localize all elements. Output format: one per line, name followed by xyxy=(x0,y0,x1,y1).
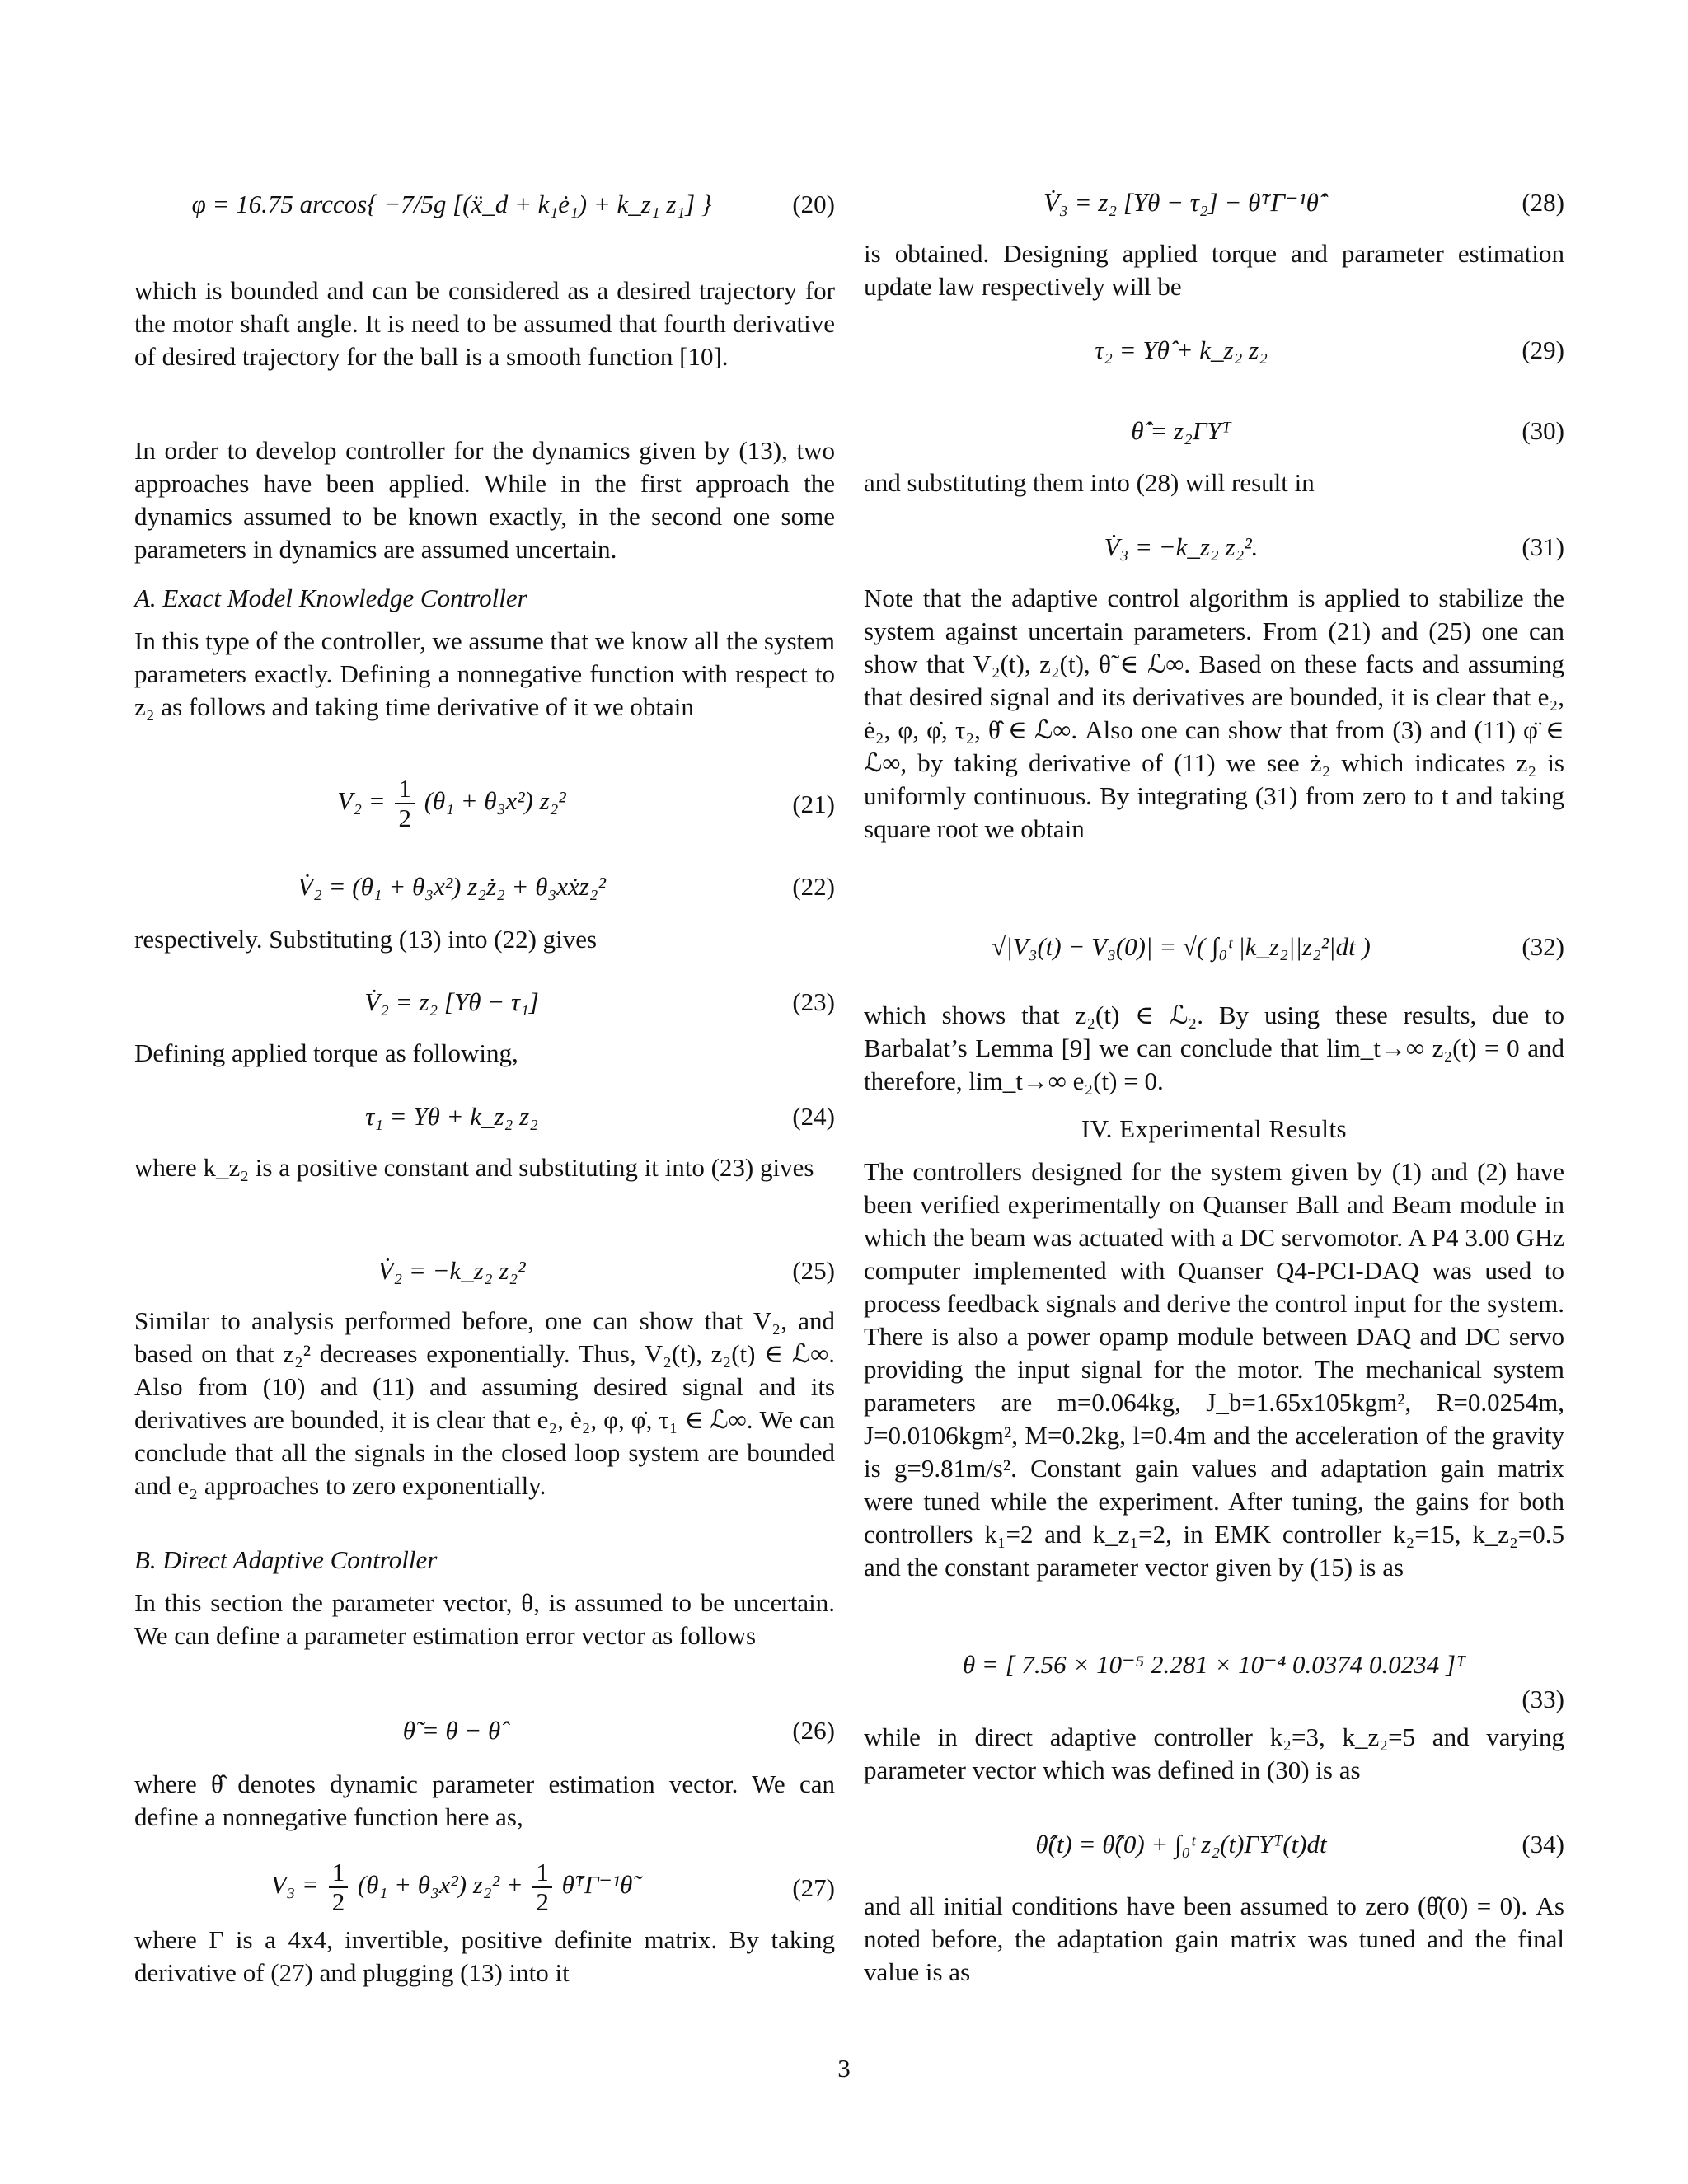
equation-21 xyxy=(134,775,835,832)
equation-25-math: V̇₂ = −k_z₂ z₂² xyxy=(377,1256,526,1285)
paragraph-similar-analysis: Similar to analysis performed before, one can show that V₂, and based on that z₂² decreases exponentially. Thus, V₂(t), z₂(t) ∈ ℒ∞. Also from (10) and (11) and assuming desired signal and its derivatives are bounded, it is clear that e₂, ė₂, φ, φ̇, τ₁ ∈ ℒ∞. We can conclude that all the signals in the closed loop system are bounded and e₂ approaches to zero exponentially. xyxy=(134,1306,835,1500)
paragraph-two-approaches: In order to develop controller for the dynamics given by (13), two approaches have been applied. While in the first approach the dynamics assumed to be known exactly, in the second one some parameters in dynamics are assumed uncertain. xyxy=(134,436,835,564)
paragraph-positive-constant: where k_z₂ is a positive constant and substituting it into (23) gives xyxy=(134,1153,814,1182)
equation-28-number: (28) xyxy=(1522,188,1564,217)
equation-32 xyxy=(864,932,1564,982)
section-heading-experimental-results: IV. Experimental Results xyxy=(1081,1114,1348,1143)
paragraph-defining-torque: Defining applied torque as following, xyxy=(134,1038,518,1067)
equation-30-math: θ̂̇ = z₂ΓYᵀ xyxy=(1131,416,1231,445)
equation-33-math: θ = [ 7.56 × 10⁻⁵ 2.281 × 10⁻⁴ 0.0374 0.0234 ]ᵀ xyxy=(962,1650,1466,1679)
equation-32-math: √|V₃(t) − V₃(0)| = √( ∫₀ᵗ |k_z₂||z₂²|dt ) xyxy=(992,932,1371,961)
equation-29 xyxy=(864,335,1564,385)
equation-21-math: V₂ = $\frac{1}{2}$ (θ₁ + θ₃x²) z₂² xyxy=(337,774,566,832)
equation-31 xyxy=(864,532,1564,582)
equation-22-number: (22) xyxy=(792,872,835,901)
equation-32-number: (32) xyxy=(1522,932,1564,961)
equation-26-math: θ̃ = θ − θ̂ xyxy=(402,1716,501,1745)
equation-20 xyxy=(134,190,835,239)
paragraph-is-obtained: is obtained. Designing applied torque and parameter estimation update law respectively will be xyxy=(864,239,1564,301)
paragraph-emk-intro: In this type of the controller, we assume that we know all the system parameters exactly. Defining a nonnegative function with respect to z₂ as follows and taking time derivative of it we obtain xyxy=(134,626,835,721)
equation-20-number: (20) xyxy=(792,190,835,218)
equation-21-number: (21) xyxy=(792,790,835,818)
subsection-heading-a: A. Exact Model Knowledge Controller xyxy=(134,583,528,612)
paragraph-direct-adaptive-gains: while in direct adaptive controller k₂=3, k_z₂=5 and varying parameter vector which was defined in (30) is as xyxy=(864,1722,1564,1784)
equation-22 xyxy=(134,872,835,921)
equation-33 xyxy=(864,1650,1564,1716)
paragraph-bounded-trajectory: which is bounded and can be considered as a desired trajectory for the motor shaft angle. It is need to be assumed that fourth derivative of desired trajectory for the ball is a smooth function [10]. xyxy=(134,276,835,371)
equation-34-math: θ̂(t) = θ̂(0) + ∫₀ᵗ z₂(t)ΓYᵀ(t)dt xyxy=(1035,1830,1327,1858)
equation-23 xyxy=(134,987,835,1037)
paragraph-substituting-28: and substituting them into (28) will result in xyxy=(864,468,1315,497)
paragraph-adaptive-note: Note that the adaptive control algorithm is applied to stabilize the system against uncertain parameters. From (21) and (25) one can show that V₂(t), z₂(t), θ̃ ∈ ℒ∞. Based on these facts and assuming that desired signal and its derivatives are bounded, it is clear that e₂, ė₂, φ, φ̇, τ₂, θ̂ ∈ ℒ∞. Also one can show that from (3) and (11) φ̈ ∈ ℒ∞, by taking derivative of (11) we see ż₂ which indicates z₂ is uniformly continuous. By integrating (31) from zero to t and taking square root we obtain xyxy=(864,583,1564,843)
equation-30-number: (30) xyxy=(1522,416,1564,445)
equation-31-math: V̇₃ = −k_z₂ z₂². xyxy=(1104,532,1259,561)
equation-34 xyxy=(864,1830,1564,1887)
paragraph-barbalat: which shows that z₂(t) ∈ ℒ₂. By using these results, due to Barbalat’s Lemma [9] we can conclude that lim_t→∞ z₂(t) = 0 and therefore, lim_t→∞ e₂(t) = 0. xyxy=(864,1001,1564,1095)
equation-22-math: V̇₂ = (θ₁ + θ₃x²) z₂ż₂ + θ₃xẋz₂² xyxy=(298,872,606,901)
subsection-heading-b: B. Direct Adaptive Controller xyxy=(134,1545,438,1574)
equation-25 xyxy=(134,1256,835,1305)
equation-33-number: (33) xyxy=(1522,1685,1564,1713)
page-number: 3 xyxy=(837,2054,851,2083)
paragraph-initial-conditions: and all initial conditions have been assumed to zero (θ̂(0) = 0). As noted before, the adaptation gain matrix was tuned and the final value is as xyxy=(864,1891,1564,1986)
equation-28-math: V̇₃ = z₂ [Yθ − τ₂] − θ̃ᵀΓ⁻¹θ̂̇ xyxy=(1043,188,1319,217)
paragraph-substituting-13: respectively. Substituting (13) into (22) gives xyxy=(134,925,598,954)
equation-26 xyxy=(134,1716,835,1765)
paragraph-estimation-vector: where θ̂ denotes dynamic parameter estimation vector. We can define a nonnegative function here as, xyxy=(134,1769,835,1831)
equation-29-math: τ₂ = Yθ̂ + k_z₂ z₂ xyxy=(1095,335,1268,364)
paragraph-experimental-setup: The controllers designed for the system given by (1) and (2) have been verified experimentally on Quanser Ball and Beam module in which the beam was actuated with a DC servomotor. A P4 3.00 GHz computer implemented with Quanser Q4-PCI-DAQ was used to process feedback signals and derive the control input for the system. There is also a power opamp module between DAQ and DC servo providing the input signal for the motor. The mechanical system parameters are m=0.064kg, J_b=1.65x105kgm², R=0.0254m, J=0.0106kgm², M=0.2kg, l=0.4m and the acceleration of the gravity is g=9.81m/s². Constant gain values and adaptation gain matrix were tuned while the experiment. After tuning, the gains for both controllers k₁=2 and k_z₁=2, in EMK controller k₂=15, k_z₂=0.5 and the constant parameter vector given by (15) is as xyxy=(864,1157,1564,1582)
equation-34-number: (34) xyxy=(1522,1830,1564,1858)
equation-20-math: φ = 16.75 arccos{ −7/5g [(ẍ_d + k₁ė₁) + k_z₁ z₁] } xyxy=(191,190,712,218)
equation-30 xyxy=(864,416,1564,466)
paragraph-gamma-matrix: where Γ is a 4x4, invertible, positive definite matrix. By taking derivative of (27) and plugging (13) into it xyxy=(134,1925,835,1987)
equation-28 xyxy=(864,188,1564,237)
equation-25-number: (25) xyxy=(792,1256,835,1285)
equation-27-number: (27) xyxy=(792,1873,835,1902)
equation-27-math: V₃ = $\frac{1}{2}$ (θ₁ + θ₃x²) z₂² + $\frac{1}{2}$ θ̃ᵀΓ⁻¹θ̃ xyxy=(270,1858,633,1916)
equation-23-math: V̇₂ = z₂ [Yθ − τ₁] xyxy=(364,987,539,1016)
equation-23-number: (23) xyxy=(792,987,835,1016)
equation-27 xyxy=(134,1858,835,1916)
equation-24-number: (24) xyxy=(792,1102,835,1131)
equation-24 xyxy=(134,1102,835,1151)
equation-29-number: (29) xyxy=(1522,335,1564,364)
paragraph-direct-adaptive-intro: In this section the parameter vector, θ, is assumed to be uncertain. We can define a parameter estimation error vector as follows xyxy=(134,1588,835,1650)
equation-26-number: (26) xyxy=(792,1716,835,1745)
equation-24-math: τ₁ = Yθ + k_z₂ z₂ xyxy=(365,1102,538,1131)
equation-31-number: (31) xyxy=(1522,532,1564,561)
